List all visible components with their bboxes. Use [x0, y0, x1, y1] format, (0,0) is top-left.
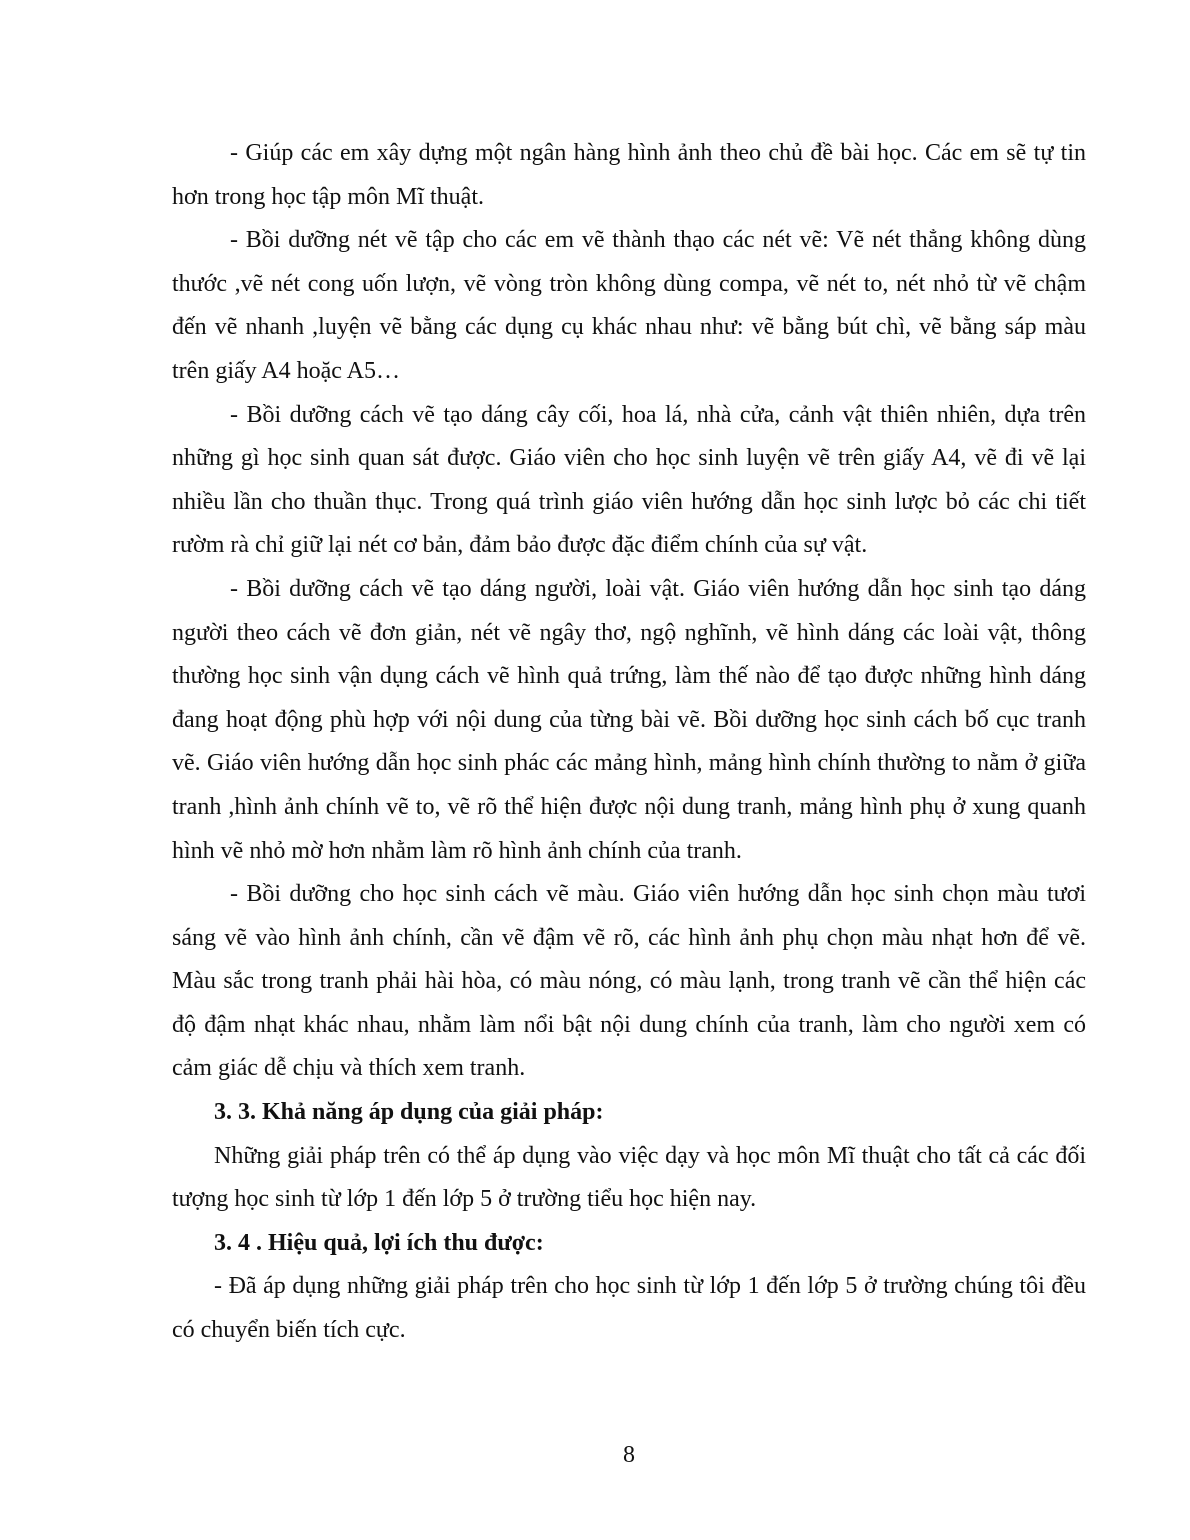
paragraph-effectiveness: - Đã áp dụng những giải pháp trên cho học sinh từ lớp 1 đến lớp 5 ở trường chúng tôi đều có chuyển biến tích cực. [172, 1273, 1086, 1344]
paragraph-drawing-people-animals: - Bồi dưỡng cách vẽ tạo dáng người, loài vật. Giáo viên hướng dẫn học sinh tạo dáng người theo cách vẽ đơn giản, nét vẽ ngây thơ, ngộ nghĩnh, vẽ hình dáng các loài vật, thông thường học sinh vận dụng cách vẽ hình quả trứng, làm thế nào để tạo được những hình dáng đang hoạt động phù hợp với nội dung của từng bài vẽ. Bồi dưỡng học sinh cách bố cục tranh vẽ. Giáo viên hướng dẫn học sinh phác các mảng hình, mảng hình chính thường to nằm ở giữa tranh ,hình ảnh chính vẽ to, vẽ rõ thể hiện được nội dung tranh, mảng hình phụ ở xung quanh hình vẽ nhỏ mờ hơn nhằm làm rõ hình ảnh chính của tranh. [172, 575, 1086, 864]
section-heading-effectiveness: 3. 4 . Hiệu quả, lợi ích thu được: [214, 1229, 544, 1256]
page-number: 8 [623, 1442, 635, 1468]
document-body [172, 132, 1086, 1353]
paragraph-image-bank: - Giúp các em xây dựng một ngân hàng hình ảnh theo chủ đề bài học. Các em sẽ tự tin hơn trong học tập môn Mĩ thuật. [172, 140, 1086, 210]
paragraph-coloring: - Bồi dưỡng cho học sinh cách vẽ màu. Giáo viên hướng dẫn học sinh chọn màu tươi sáng vẽ vào hình ảnh chính, cần vẽ đậm vẽ rõ, các hình ảnh phụ chọn màu nhạt hơn để vẽ. Màu sắc trong tranh phải hài hòa, có màu nóng, có màu lạnh, trong tranh vẽ cần thể hiện các độ đậm nhạt khác nhau, nhằm làm nổi bật nội dung chính của tranh, làm cho người xem có cảm giác dễ chịu và thích xem tranh. [172, 881, 1086, 1082]
paragraph-drawing-shapes: - Bồi dưỡng cách vẽ tạo dáng cây cối, hoa lá, nhà cửa, cảnh vật thiên nhiên, dựa trên những gì học sinh quan sát được. Giáo viên cho học sinh luyện vẽ trên giấy A4, vẽ đi vẽ lại nhiều lần cho thuần thục. Trong quá trình giáo viên hướng dẫn học sinh lược bỏ các chi tiết rườm rà chỉ giữ lại nét cơ bản, đảm bảo được đặc điểm chính của sự vật. [172, 401, 1086, 559]
section-heading-applicability: 3. 3. Khả năng áp dụng của giải pháp: [214, 1099, 604, 1126]
paragraph-drawing-lines: - Bồi dưỡng nét vẽ tập cho các em vẽ thành thạo các nét vẽ: Vẽ nét thẳng không dùng thước ,vẽ nét cong uốn lượn, vẽ vòng tròn không dùng compa, vẽ nét to, nét nhỏ từ vẽ chậm đến vẽ nhanh ,luyện vẽ bằng các dụng cụ khác nhau như: vẽ bằng bút chì, vẽ bằng sáp màu trên giấy A4 hoặc A5… [172, 227, 1086, 384]
paragraph-applicability: Những giải pháp trên có thể áp dụng vào việc dạy và học môn Mĩ thuật cho tất cả các đối tượng học sinh từ lớp 1 đến lớp 5 ở trường tiểu học hiện nay. [172, 1142, 1086, 1213]
